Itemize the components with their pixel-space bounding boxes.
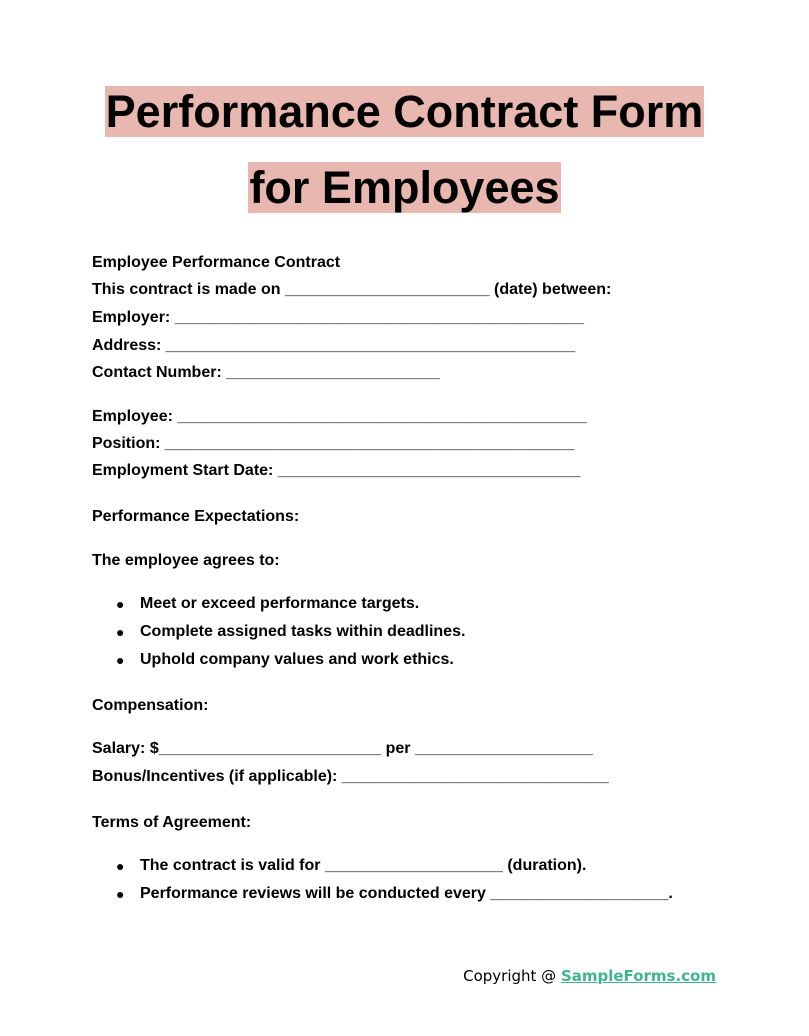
employee-field: Employee: ______________________________________________ (92, 408, 587, 425)
bullet-dot: ● (116, 624, 125, 640)
copyright-footer (463, 966, 716, 986)
bullet-dot: ● (116, 858, 125, 874)
bullet-dot: ● (116, 886, 125, 902)
copyright-prefix: Copyright @ (463, 967, 561, 985)
list-item: Uphold company values and work ethics. (140, 651, 454, 668)
salary-field: Salary: $_________________________ per ____________________ (92, 740, 593, 757)
employer-field: Employer: ______________________________________________ (92, 309, 585, 326)
list-item: Meet or exceed performance targets. (140, 595, 420, 612)
position-field: Position: ______________________________________________ (92, 435, 575, 452)
start-date-field: Employment Start Date: __________________________________ (92, 462, 581, 479)
form-heading: Employee Performance Contract (92, 254, 341, 271)
page-title (0, 86, 809, 137)
terms-heading: Terms of Agreement: (92, 814, 252, 831)
page-title-line-1: Performance Contract Form (105, 86, 704, 137)
contact-number-field: Contact Number: ________________________ (92, 364, 440, 381)
list-item: The contract is valid for ____________________ (duration). (140, 857, 587, 874)
brand-link[interactable]: SampleForms.com (560, 967, 716, 985)
bullet-dot: ● (116, 652, 125, 668)
compensation-heading: Compensation: (92, 697, 209, 714)
expectations-heading: Performance Expectations: (92, 508, 300, 525)
page-title-line-2: for Employees (249, 162, 560, 213)
list-item: Performance reviews will be conducted every ____________________. (140, 885, 673, 902)
agrees-to-line: The employee agrees to: (92, 552, 280, 569)
list-item: Complete assigned tasks within deadlines. (140, 623, 466, 640)
bullet-dot: ● (116, 596, 125, 612)
contract-date-line: This contract is made on _______________________ (date) between: (92, 281, 612, 298)
page-title-second (0, 162, 809, 213)
bonus-field: Bonus/Incentives (if applicable): ______________________________ (92, 768, 609, 785)
address-field: Address: ______________________________________________ (92, 337, 576, 354)
